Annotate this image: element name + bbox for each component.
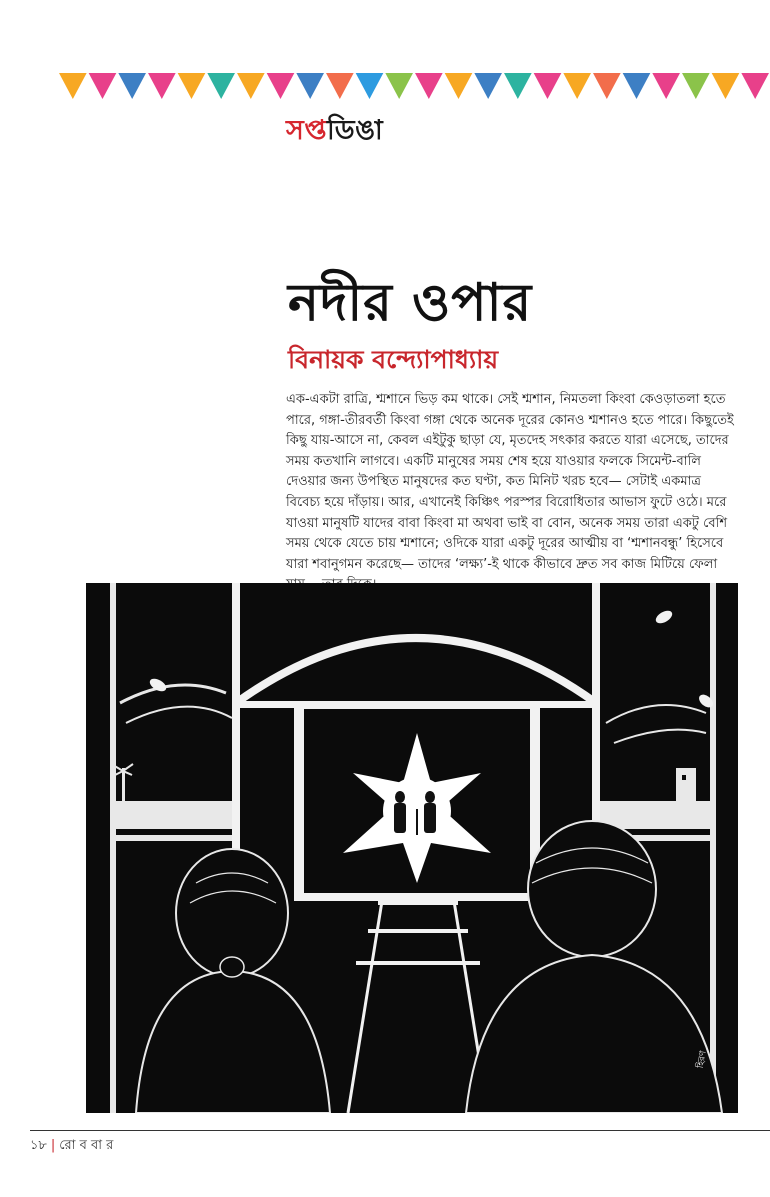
bunting-flag	[356, 73, 384, 99]
bunting-flag	[563, 73, 591, 99]
bunting-flag	[682, 73, 710, 99]
bunting-flag	[741, 73, 769, 99]
article-title: নদীর ওপার	[288, 272, 533, 333]
bunting-flag	[118, 73, 146, 99]
footer-rule	[30, 1130, 770, 1131]
bunting-decoration	[58, 73, 770, 103]
bunting-flag	[504, 73, 532, 99]
bunting-flag	[59, 73, 87, 99]
article-paragraph: এক-একটা রাত্রি, শ্মশানে ভিড় কম থাকে। সেই শ্মশান, নিমতলা কিংবা কেওড়াতলা হতে পারে, গঙ্গা-তীরবর্তী কিংবা গঙ্গা থেকে অনেক দূরের কোনও শ্মশানও হতে পারে। কিছুতেই কিছু যায়-আসে না, কেবল এইটুকু ছাড়া যে, মৃতদেহ সৎকার করতে যারা এসেছে, তাদের সময় কতখানি লাগবে। একটি মানুষের সময় শেষ হয়ে যাওয়ার ফলকে সিমেন্ট-বালি দেওয়ার জন্য উপস্থিত মানুষদের কত ঘণ্টা, কত মিনিট খরচ হবে— সেটাই একমাত্র বিবেচ্য হয়ে দাঁড়ায়। আর, এখানেই কিঞ্চিৎ পরস্পর বিরোধিতার আভাস ফুটে ওঠে। মরে যাওয়া মানুষটি যাদের বাবা কিংবা মা অথবা ভাই বা বোন, অনেক সময় তারা একটু বেশি সময় থেকে যেতে চায় শ্মশানে; ওদিকে যারা একটু দূরের আত্মীয় বা ‘শ্মশানবন্ধু’ হিসেবে যারা শবানুগমন করেছে— তাদের ‘লক্ষ্য’-ই থাকে কীভাবে দ্রুত সব কাজ মিটিয়ে ফেলা	[286, 392, 734, 572]
bunting-flag	[148, 73, 176, 99]
bunting-flag	[89, 73, 117, 99]
section-label	[286, 110, 383, 155]
bunting-flag	[415, 73, 443, 99]
bunting-flag	[593, 73, 621, 99]
illustrator-signature: হিরণ	[695, 1050, 709, 1070]
bunting-flag	[178, 73, 206, 99]
section-label-black: ডিঙা	[327, 115, 384, 146]
bunting-flag	[712, 73, 740, 99]
section-label-red: সপ্ত	[286, 115, 328, 146]
article-author: বিনায়ক বন্দ্যোপাধ্যায়	[288, 345, 499, 374]
bunting-flag	[326, 73, 354, 99]
page-footer	[30, 1136, 113, 1157]
bunting-flag	[445, 73, 473, 99]
magazine-name: রো ব বা র	[59, 1138, 114, 1153]
article-illustration	[86, 583, 738, 1113]
bunting-flag	[267, 73, 295, 99]
footer-separator: |	[50, 1138, 56, 1153]
bunting-flag	[623, 73, 651, 99]
bunting-flag	[296, 73, 324, 99]
bunting-flag	[207, 73, 235, 99]
bunting-flag	[237, 73, 265, 99]
bunting-flag	[652, 73, 680, 99]
bunting-flag	[385, 73, 413, 99]
bunting-flag	[534, 73, 562, 99]
bunting-flag	[474, 73, 502, 99]
page-number: ১৮	[30, 1138, 47, 1153]
